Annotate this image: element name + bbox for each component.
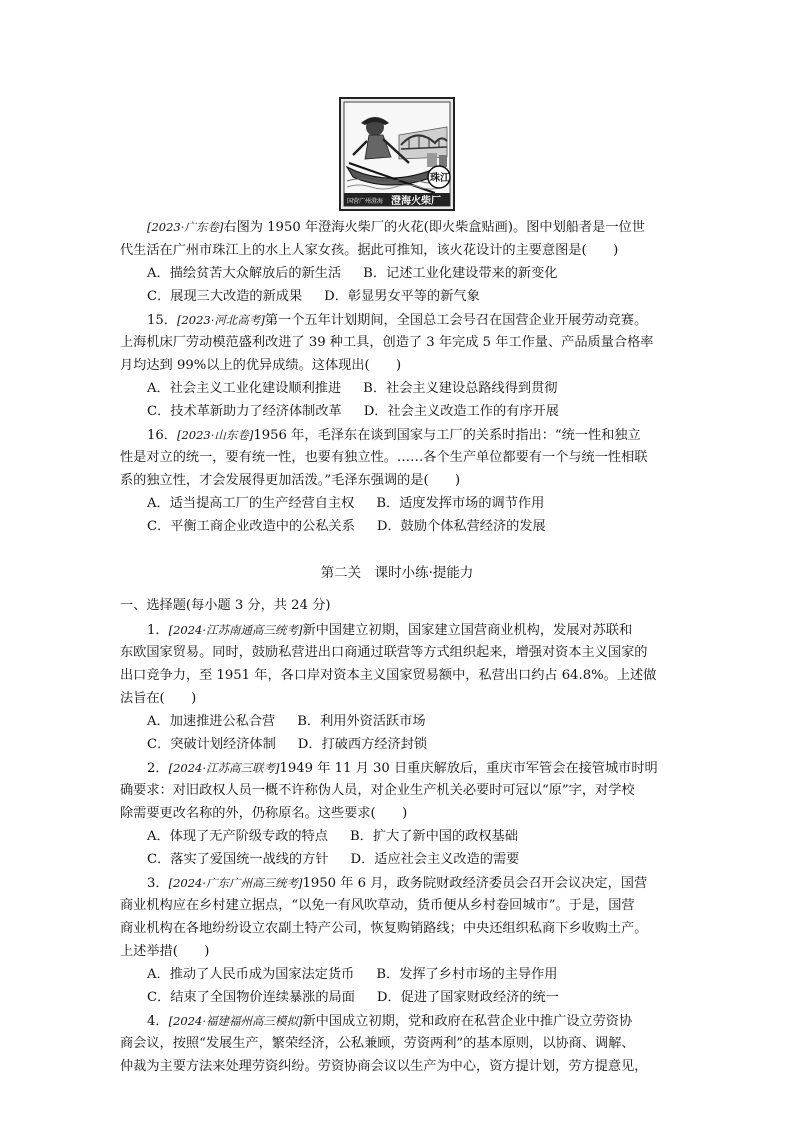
s3-options-cd	[147, 988, 559, 1008]
svg-text:国营广州澄海: 国营广州澄海	[347, 198, 384, 205]
s1-number: 1．	[147, 623, 169, 638]
s3-option-d[interactable]: D．促进了国家财政经济的统一	[376, 990, 559, 1005]
matchbox-illustration	[339, 97, 455, 211]
q14-options-cd	[147, 287, 480, 307]
q14-option-d[interactable]: D．彰显男女平等的新气象	[324, 289, 480, 304]
s2-source: [2024·江苏高三联考]	[168, 761, 280, 775]
q15-line-2: 上海机床厂劳动模范盛利改进了 39 种工具，创造了 3 年完成 5 年工作量、产品质量合格率	[120, 335, 654, 350]
svg-text:珠江: 珠江	[430, 173, 450, 184]
q16-option-a[interactable]: A．适当提高工厂的生产经营自主权	[147, 496, 355, 511]
s3-options-ab	[147, 965, 557, 985]
s4-source: [2024·福建福州高三模拟]	[168, 1014, 303, 1028]
s3-option-b[interactable]: B．发挥了乡村市场的主导作用	[376, 967, 558, 982]
s3-line-4: 上述举措( )	[120, 944, 210, 959]
part-heading: 一、选择题(每小题 3 分，共 24 分)	[120, 598, 331, 613]
s2-options-cd	[147, 850, 519, 870]
q15-option-c[interactable]: C．技术革新助力了经济体制改革	[147, 404, 342, 419]
q15-option-b[interactable]: B．社会主义建设总路线得到贯彻	[363, 381, 558, 396]
q15-options-ab	[147, 379, 557, 399]
s1-option-b[interactable]: B．利用外资活跃市场	[297, 714, 426, 729]
q15-options-cd	[147, 402, 559, 422]
s2-number: 2．	[147, 761, 169, 776]
q15-line-1: 15．[2023·河北高考]第一个五年计划期间，全国总工会号召在国营企业开展劳动竞赛。	[147, 313, 648, 328]
s3-number: 3．	[147, 876, 169, 891]
q16-number: 16．	[147, 428, 177, 443]
s2-option-b[interactable]: B．扩大了新中国的政权基础	[349, 829, 518, 844]
s1-line-3: 出口竞争力，至 1951 年，各口岸对资本主义国家贸易额中，私营出口约占 64.8%。上述做	[120, 668, 657, 683]
s3-line-3: 商业机构在各地纷纷设立农副土特产公司，恢复购销路线；中央还组织私商下乡收购土产。	[120, 921, 648, 936]
s2-options-ab	[147, 827, 518, 847]
s4-number: 4．	[147, 1014, 169, 1029]
s3-source: [2024·广东广州高三统考]	[168, 876, 303, 890]
s2-line-2: 确要求：对旧政权人员一概不许称伪人员，对企业生产机关必要时可冠以“原”字，对学校	[120, 783, 635, 798]
q14-line-1: [2023·广东卷]右图为 1950 年澄海火柴厂的火花(即火柴盒贴画)。图中划船者是一位世	[147, 220, 645, 235]
s1-option-d[interactable]: D．打破西方经济封锁	[297, 737, 428, 752]
q15-source: [2023·河北高考]	[176, 313, 265, 327]
q16-options-ab	[147, 494, 544, 514]
q15-option-a[interactable]: A．社会主义工业化建设顺利推进	[147, 381, 342, 396]
q14-option-b[interactable]: B．记述工业化建设带来的新变化	[363, 266, 558, 281]
s3-option-c[interactable]: C．结束了全国物价连续暴涨的局面	[147, 990, 355, 1005]
s4-line-2: 商会议，按照“发展生产，繁荣经济，公私兼顾，劳资两利”的基本原则，以协商、调解、	[120, 1036, 635, 1051]
q14-source: [2023·广东卷]	[147, 220, 224, 234]
s2-line-1: 2．[2024·江苏高三联考]1949 年 11 月 30 日重庆解放后，重庆市军管会在接管城市时明	[147, 761, 658, 776]
q16-line-1: 16．[2023·山东卷]1956 年，毛泽东在谈到国家与工厂的关系时指出：“统一性和独立	[147, 428, 641, 443]
s1-option-a[interactable]: A．加速推进公私合营	[147, 714, 276, 729]
q16-option-b[interactable]: B．适度发挥市场的调节作用	[376, 496, 545, 511]
svg-text:澄海火柴厂: 澄海火柴厂	[391, 196, 441, 207]
s4-line-3: 仲裁为主要方法来处理劳资纠纷。劳资协商会议以生产为中心，资方提计划，劳方提意见，	[120, 1059, 648, 1074]
q14-option-a[interactable]: A．描绘贫苦大众解放后的新生活	[147, 266, 342, 281]
section-title: 第二关 课时小练·提能力	[320, 565, 474, 581]
q14-options-ab	[147, 264, 557, 284]
s4-line-1: 4．[2024·福建福州高三模拟]新中国成立初期，党和政府在私营企业中推广设立劳资协	[147, 1014, 633, 1029]
q14-line-2: 代生活在广州市珠江上的水上人家女孩。据此可推知，该火花设计的主要意图是( )	[120, 243, 619, 258]
q14-option-c[interactable]: C．展现三大改造的新成果	[147, 289, 303, 304]
s1-source: [2024·江苏南通高三统考]	[168, 623, 303, 637]
q15-line-3: 月均达到 99%以上的优异成绩。这体现出( )	[120, 358, 402, 373]
s1-options-ab	[147, 712, 426, 732]
s1-line-4: 法旨在( )	[120, 691, 197, 706]
s2-option-a[interactable]: A．体现了无产阶级专政的特点	[147, 829, 328, 844]
q16-option-d[interactable]: D．鼓励个体私营经济的发展	[376, 519, 546, 534]
s1-line-1: 1．[2024·江苏南通高三统考]新中国建立初期，国家建立国营商业机构，发展对苏联和	[147, 623, 633, 638]
q16-options-cd	[147, 517, 546, 537]
s3-line-2: 商业机构应在乡村建立据点，“以免一有风吹草动，货币便从乡村卷回城市”。于是，国营	[120, 898, 635, 913]
s3-option-a[interactable]: A．推动了人民币成为国家法定货币	[147, 967, 355, 982]
q16-line-3: 系的独立性，才会发展得更加活泼。”毛泽东强调的是( )	[120, 473, 461, 488]
q16-source: [2023·山东卷]	[176, 428, 254, 442]
s1-options-cd	[147, 735, 427, 755]
s2-option-d[interactable]: D．适应社会主义改造的需要	[350, 852, 520, 867]
matchbox-label-image	[339, 97, 455, 211]
q15-option-d[interactable]: D．社会主义改造工作的有序开展	[363, 404, 559, 419]
s2-option-c[interactable]: C．落实了爱国统一战线的方针	[147, 852, 329, 867]
s2-line-3: 除需要更改名称的外，仍称原名。这些要求( )	[120, 806, 408, 821]
q16-line-2: 性是对立的统一，要有统一性，也要有独立性。……各个生产单位都要有一个与统一性相联	[120, 450, 648, 465]
q16-option-c[interactable]: C．平衡工商企业改造中的公私关系	[147, 519, 355, 534]
q15-number: 15．	[147, 313, 177, 328]
s1-option-c[interactable]: C．突破计划经济体制	[147, 737, 276, 752]
s3-line-1: 3．[2024·广东广州高三统考]1950 年 6 月，政务院财政经济委员会召开会议决定，国营	[147, 876, 648, 891]
s1-line-2: 东欧国家贸易。同时，鼓励私营进出口商通过联营等方式组织起来，增强对资本主义国家的	[120, 645, 648, 660]
